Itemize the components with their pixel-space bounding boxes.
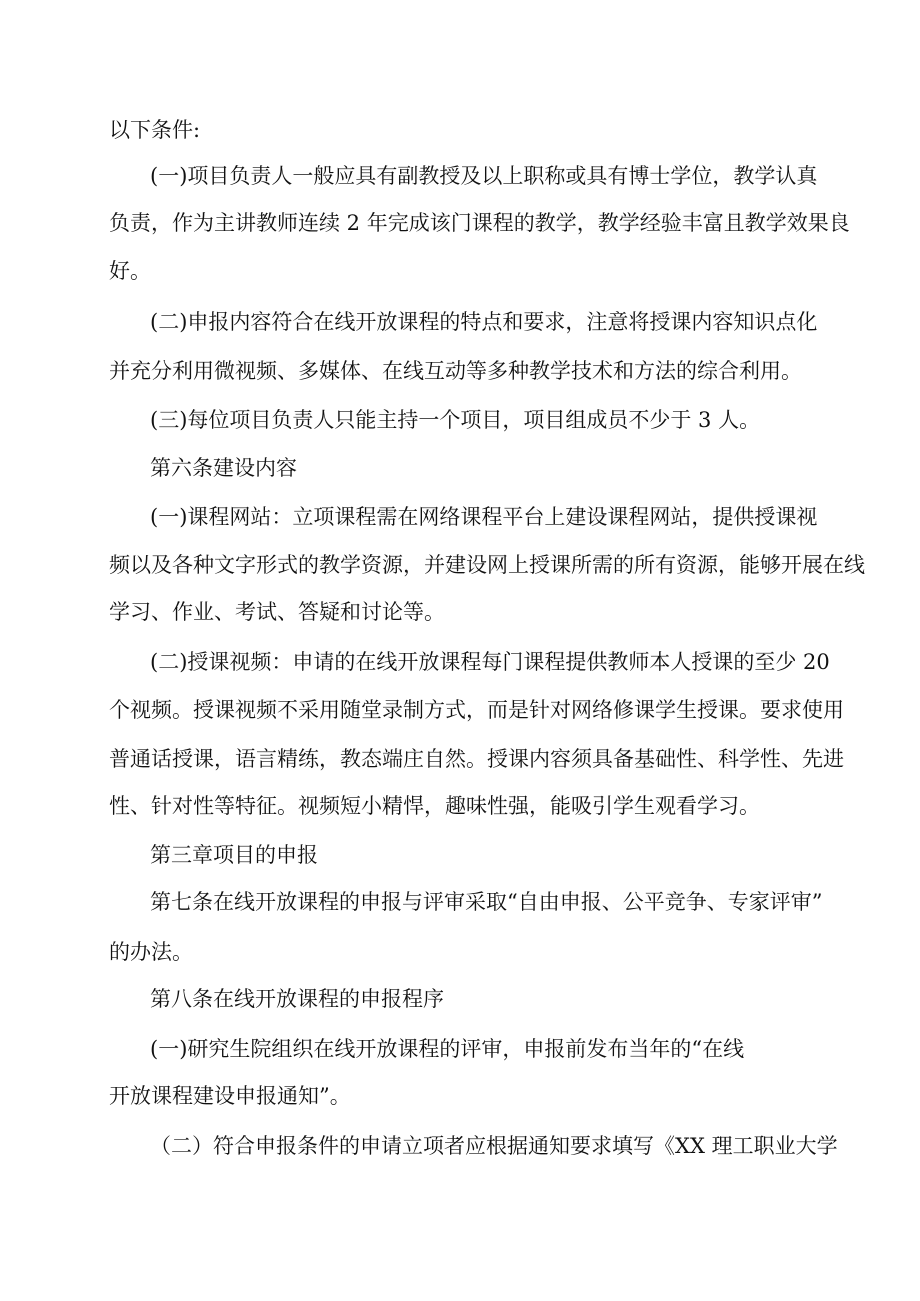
text-line: 开放课程建设申报通知”。 [109, 1084, 351, 1108]
text-line: 以下条件: [109, 118, 201, 142]
text-line: 好。 [109, 259, 151, 283]
text-line: (二)申报内容符合在线开放课程的特点和要求，注意将授课内容知识点化 [150, 310, 818, 334]
text-line: 并充分利用微视频、多媒体、在线互动等多种教学技术和方法的综合利用。 [109, 359, 802, 383]
text-line: (三)每位项目负责人只能主持一个项目，项目组成员不少于 3 人。 [150, 408, 761, 432]
text-line: （二）符合申报条件的申请立项者应根据通知要求填写《XX 理工职业大学 [150, 1134, 838, 1158]
text-line: (一)课程网站：立项课程需在网络课程平台上建设课程网站，提供授课视 [150, 505, 818, 529]
text-line: 性、针对性等特征。视频短小精悍，趣味性强，能吸引学生观看学习。 [109, 794, 760, 818]
section-heading: 第六条建设内容 [150, 456, 297, 480]
text-line: 频以及各种文字形式的教学资源，并建设网上授课所需的所有资源，能够开展在线 [109, 553, 865, 577]
text-line: (一)研究生院组织在线开放课程的评审，申报前发布当年的“在线 [150, 1037, 745, 1061]
chapter-heading: 第三章项目的申报 [150, 843, 318, 867]
text-line: 第七条在线开放课程的申报与评审采取“自由申报、公平竞争、专家评审” [150, 890, 823, 914]
text-line: 学习、作业、考试、答疑和讨论等。 [109, 600, 445, 624]
text-line: 负责，作为主讲教师连续 2 年完成该门课程的教学，教学经验丰富且教学效果良 [109, 211, 850, 235]
text-line: 普通话授课，语言精练，教态端庄自然。授课内容须具备基础性、科学性、先进 [109, 747, 844, 771]
text-line: 个视频。授课视频不采用随堂录制方式，而是针对网络修课学生授课。要求使用 [109, 698, 844, 722]
text-line: 的办法。 [109, 940, 193, 964]
section-heading: 第八条在线开放课程的申报程序 [150, 987, 444, 1011]
text-line: (一)项目负责人一般应具有副教授及以上职称或具有博士学位，教学认真 [150, 164, 818, 188]
text-line: (二)授课视频：申请的在线开放课程每门课程提供教师本人授课的至少 20 [150, 650, 830, 674]
